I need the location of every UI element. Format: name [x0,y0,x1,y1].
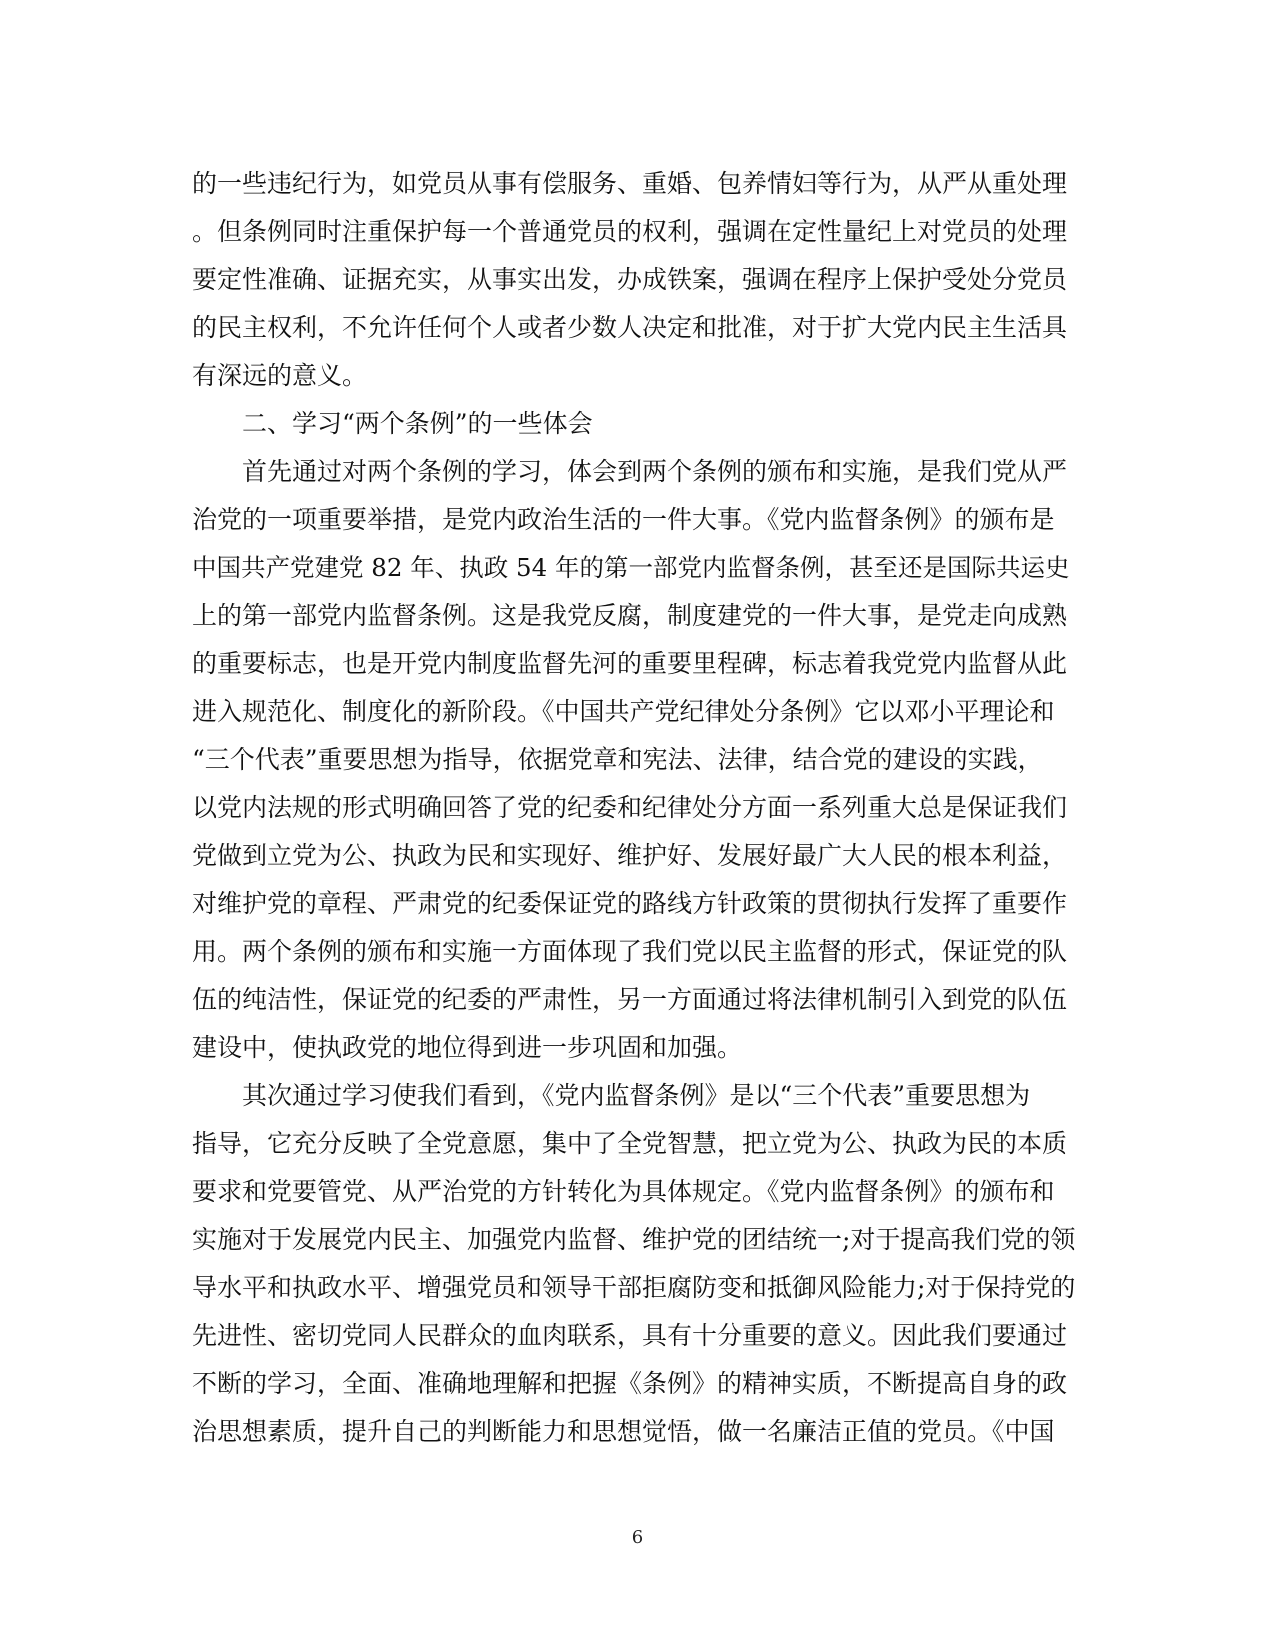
text-line: 要定性准确、证据充实，从事实出发，办成铁案，强调在程序上保护受处分党员 [192,265,1068,294]
text-line: 中国共产党建党 82 年、执政 54 年的第一部党内监督条例，甚至还是国际共运史 [192,553,1070,582]
text-line: 进入规范化、制度化的新阶段。《中国共产党纪律处分条例》它以邓小平理论和 [192,697,1055,726]
text-line: 的重要标志，也是开党内制度监督先河的重要里程碑，标志着我党党内监督从此 [192,649,1068,678]
text-line: 其次通过学习使我们看到，《党内监督条例》是以“三个代表”重要思想为 [242,1081,1031,1110]
text-line: 要求和党要管党、从严治党的方针转化为具体规定。《党内监督条例》的颁布和 [192,1177,1055,1206]
text-line: “三个代表”重要思想为指导，依据党章和宪法、法律，结合党的建设的实践， [192,745,1043,774]
text-line: 对维护党的章程、严肃党的纪委保证党的路线方针政策的贯彻执行发挥了重要作 [192,889,1068,918]
body-text [192,160,1082,1456]
text-line: 指导，它充分反映了全党意愿，集中了全党智慧，把立党为公、执政为民的本质 [192,1129,1068,1158]
text-line: 。但条例同时注重保护每一个普通党员的权利，强调在定性量纪上对党员的处理 [192,217,1068,246]
text-line: 不断的学习，全面、准确地理解和把握《条例》的精神实质，不断提高自身的政 [192,1369,1068,1398]
text-line: 导水平和执政水平、增强党员和领导干部拒腐防变和抵御风险能力;对于保持党的 [192,1273,1076,1302]
text-line: 二、学习“两个条例”的一些体会 [242,409,593,438]
page-number: 6 [631,1527,644,1548]
text-line: 先进性、密切党同人民群众的血肉联系，具有十分重要的意义。因此我们要通过 [192,1321,1068,1350]
text-line: 治思想素质，提升自己的判断能力和思想觉悟，做一名廉洁正值的党员。《中国 [192,1417,1055,1446]
text-line: 实施对于发展党内民主、加强党内监督、维护党的团结统一;对于提高我们党的领 [192,1225,1076,1254]
text-line: 用。两个条例的颁布和实施一方面体现了我们党以民主监督的形式，保证党的队 [192,937,1068,966]
text-line: 以党内法规的形式明确回答了党的纪委和纪律处分方面一系列重大总是保证我们 [192,793,1068,822]
text-line: 党做到立党为公、执政为民和实现好、维护好、发展好最广大人民的根本利益， [192,841,1068,870]
text-line: 治党的一项重要举措，是党内政治生活的一件大事。《党内监督条例》的颁布是 [192,505,1055,534]
text-line: 建设中，使执政党的地位得到进一步巩固和加强。 [192,1033,743,1062]
text-line: 伍的纯洁性，保证党的纪委的严肃性，另一方面通过将法律机制引入到党的队伍 [192,985,1068,1014]
text-line: 首先通过对两个条例的学习，体会到两个条例的颁布和实施，是我们党从严 [242,457,1068,486]
text-line: 的一些违纪行为，如党员从事有偿服务、重婚、包养情妇等行为，从严从重处理 [192,169,1068,198]
text-line: 上的第一部党内监督条例。这是我党反腐，制度建党的一件大事，是党走向成熟 [192,601,1068,630]
text-line: 有深远的意义。 [192,361,368,390]
text-line: 的民主权利，不允许任何个人或者少数人决定和批准，对于扩大党内民主生活具 [192,313,1068,342]
